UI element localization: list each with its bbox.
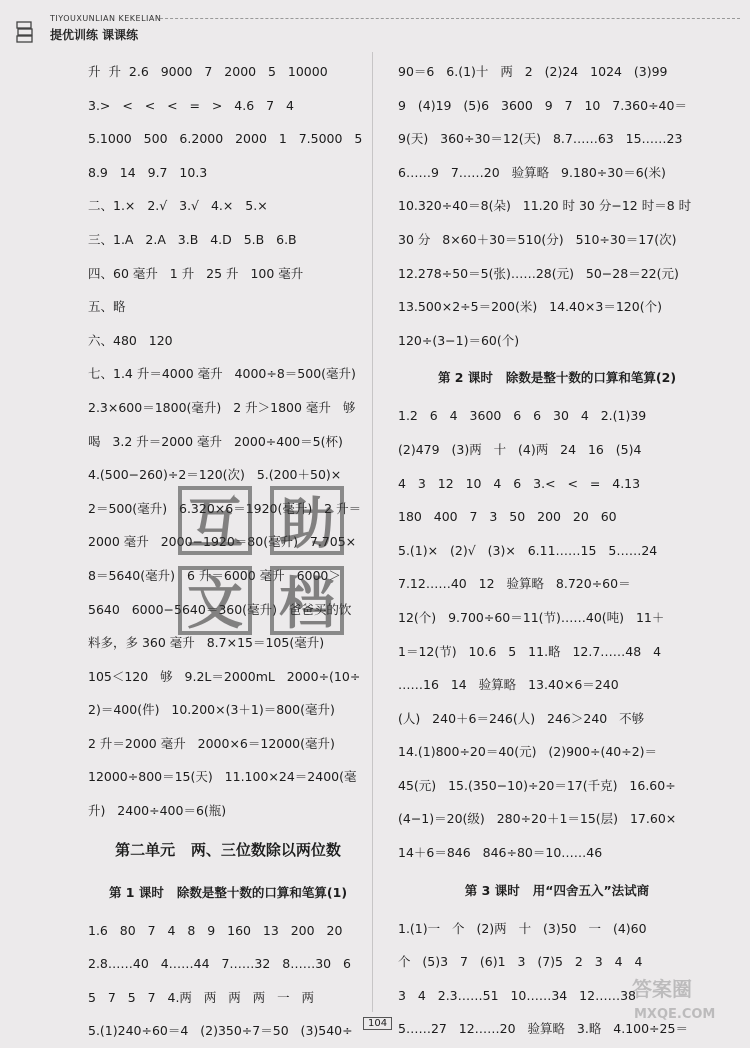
answer-line: 升 升 2.6 9000 7 2000 5 10000 bbox=[88, 64, 328, 79]
answer-line: (4−1)＝20(级) 280÷20＋1＝15(层) 17.60× bbox=[398, 811, 677, 827]
answer-line: 1.6 80 7 4 8 9 160 13 200 20 bbox=[88, 922, 343, 938]
answer-line: 二、1.× 2.√ 3.√ 4.× 5.× bbox=[88, 198, 268, 214]
answer-line: 2＝500(毫升) 6.320×6＝1920(毫升) 2 升＝ bbox=[88, 500, 362, 516]
answer-line: 9(天) 360÷30＝12(天) 8.7……63 15……23 bbox=[398, 131, 683, 147]
answer-line: 3.> < < < = > 4.6 7 4 bbox=[88, 97, 294, 113]
answer-line: 3 4 2.3……51 10……34 12……38 bbox=[398, 987, 636, 1003]
answer-line: 7.12……40 12 验算略 8.720÷60＝ bbox=[398, 576, 631, 592]
answer-line: 1＝12(节) 10.6 5 11.略 12.7……48 4 bbox=[398, 643, 662, 659]
watermark-line-1: 答案圈 bbox=[632, 977, 692, 1001]
stamp bbox=[160, 440, 370, 660]
answer-line: 105＜120 够 9.2L＝2000mL 2000÷(10÷ bbox=[88, 668, 361, 684]
answer-line: 120÷(3−1)＝60(个) bbox=[398, 332, 520, 348]
book-stack-icon bbox=[16, 18, 34, 44]
answer-line: 14.(1)800÷20＝40(元) (2)900÷(40÷2)＝ bbox=[398, 744, 658, 760]
answer-line: 七、1.4 升＝4000 毫升 4000÷8＝500(毫升) bbox=[88, 366, 356, 382]
page-number: 104 bbox=[363, 1018, 392, 1029]
answer-line: 1.(1)一 个 (2)两 十 (3)50 一 (4)60 bbox=[398, 920, 647, 936]
answer-line: 90＝6 6.(1)十 两 2 (2)24 1024 (3)99 bbox=[398, 64, 668, 79]
answer-line: 6……9 7……20 验算略 9.180÷30＝6(米) bbox=[398, 164, 666, 180]
answer-line: 45(元) 15.(350−10)÷20＝17(千克) 16.60÷ bbox=[398, 777, 676, 793]
answer-column-right bbox=[398, 55, 716, 1046]
answer-line: 三、1.A 2.A 3.B 4.D 5.B 6.B bbox=[88, 231, 297, 247]
answer-line: 升) 2400÷400＝6(瓶) bbox=[88, 803, 227, 819]
lesson-heading: 第 2 课时 除数是整十数的口算和笔算(2) bbox=[437, 370, 677, 386]
answer-line: 8＝5640(毫升) 6 升＝6000 毫升 6000＞ bbox=[88, 567, 341, 583]
answer-line: 8.9 14 9.7 10.3 bbox=[88, 164, 208, 180]
answer-line: 五、略 bbox=[88, 299, 126, 315]
answer-line: 12000÷800＝15(天) 11.100×24＝2400(毫 bbox=[88, 769, 357, 785]
answer-line: 2000 毫升 2000−1920＝80(毫升) 7.705× bbox=[88, 534, 357, 550]
column-divider bbox=[372, 52, 373, 1012]
answer-line: 料多，多 360 毫升 8.7×15＝105(毫升) bbox=[88, 635, 325, 651]
answer-line: 5 7 5 7 4.两 两 两 两 一 两 bbox=[88, 989, 315, 1005]
answer-line: 9 (4)19 (5)6 3600 9 7 10 7.360÷40＝ bbox=[398, 97, 687, 113]
answer-line: 13.500×2÷5＝200(米) 14.40×3＝120(个) bbox=[398, 299, 662, 315]
answer-line: (2)479 (3)两 十 (4)两 24 16 (5)4 bbox=[398, 441, 642, 457]
brand-chinese: 提优训练 课课练 bbox=[50, 28, 139, 42]
answer-line: 4 3 12 10 4 6 3.< < = 4.13 bbox=[398, 475, 641, 491]
stamp-char-4: 档 bbox=[279, 571, 335, 637]
answer-line: ……16 14 验算略 13.40×6＝240 bbox=[398, 677, 619, 693]
answer-line: 喝 3.2 升＝2000 毫升 2000÷400＝5(杯) bbox=[88, 433, 343, 449]
answer-line: 12(个) 9.700÷60＝11(节)……40(吨) 11＋ bbox=[398, 609, 665, 625]
answer-line: 10.320÷40＝8(朵) 11.20 时 30 分−12 时＝8 时 bbox=[398, 198, 692, 214]
header-rule bbox=[150, 18, 740, 19]
answer-line: 5.(1)× (2)√ (3)× 6.11……15 5……24 bbox=[398, 542, 658, 558]
answer-line: 5640 6000−5640＝360(毫升) 爸爸买的饮 bbox=[88, 601, 352, 617]
answer-line: 4.(500−260)÷2＝120(次) 5.(200＋50)× bbox=[88, 467, 342, 483]
answer-line: 1.2 6 4 3600 6 6 30 4 2.(1)39 bbox=[398, 408, 647, 424]
unit-heading: 第二单元 两、三位数除以两位数 bbox=[115, 840, 341, 859]
answer-line: 六、480 120 bbox=[88, 332, 173, 348]
stamp-char-3: 文 bbox=[187, 571, 243, 637]
brand-english: TIYOUXUNLIAN KEKELIAN bbox=[50, 14, 162, 23]
answer-line: 30 分 8×60＋30＝510(分) 510÷30＝17(次) bbox=[398, 231, 677, 247]
answer-line: 2.8……40 4……44 7……32 8……30 6 bbox=[88, 956, 351, 972]
stamp-char-2: 助 bbox=[279, 491, 335, 557]
answer-line: 2.3×600＝1800(毫升) 2 升＞1800 毫升 够 bbox=[88, 399, 356, 415]
answer-line: 2)＝400(件) 10.200×(3＋1)＝800(毫升) bbox=[88, 702, 335, 718]
watermark-line-2: MXQE.COM bbox=[634, 1007, 716, 1022]
answer-line: 5.1000 500 6.2000 2000 1 7.5000 5 bbox=[88, 131, 363, 147]
answer-line: 12.278÷50＝5(张)……28(元) 50−28＝22(元) bbox=[398, 265, 679, 281]
lesson-heading: 第 3 课时 用“四舍五入”法试商 bbox=[464, 882, 650, 898]
answer-line: 180 400 7 3 50 200 20 60 bbox=[398, 509, 617, 525]
watermark-logo bbox=[628, 968, 740, 1028]
answer-line: 14＋6＝846 846÷80＝10……46 bbox=[398, 845, 603, 861]
answer-line: 5.(1)240÷60＝4 (2)350÷7＝50 (3)540÷ bbox=[88, 1023, 353, 1039]
answer-line: 个 (5)3 7 (6)1 3 (7)5 2 3 4 4 bbox=[398, 954, 643, 970]
lesson-heading: 第 1 课时 除数是整十数的口算和笔算(1) bbox=[108, 884, 348, 900]
answer-line: 5……27 12……20 验算略 3.略 4.100÷25＝ bbox=[398, 1021, 688, 1037]
answer-line: 四、60 毫升 1 升 25 升 100 毫升 bbox=[88, 265, 304, 281]
stamp-char-1: 互 bbox=[187, 491, 243, 557]
answer-line: 2 升＝2000 毫升 2000×6＝12000(毫升) bbox=[88, 735, 335, 751]
answer-line: (人) 240＋6＝246(人) 246＞240 不够 bbox=[398, 710, 645, 726]
